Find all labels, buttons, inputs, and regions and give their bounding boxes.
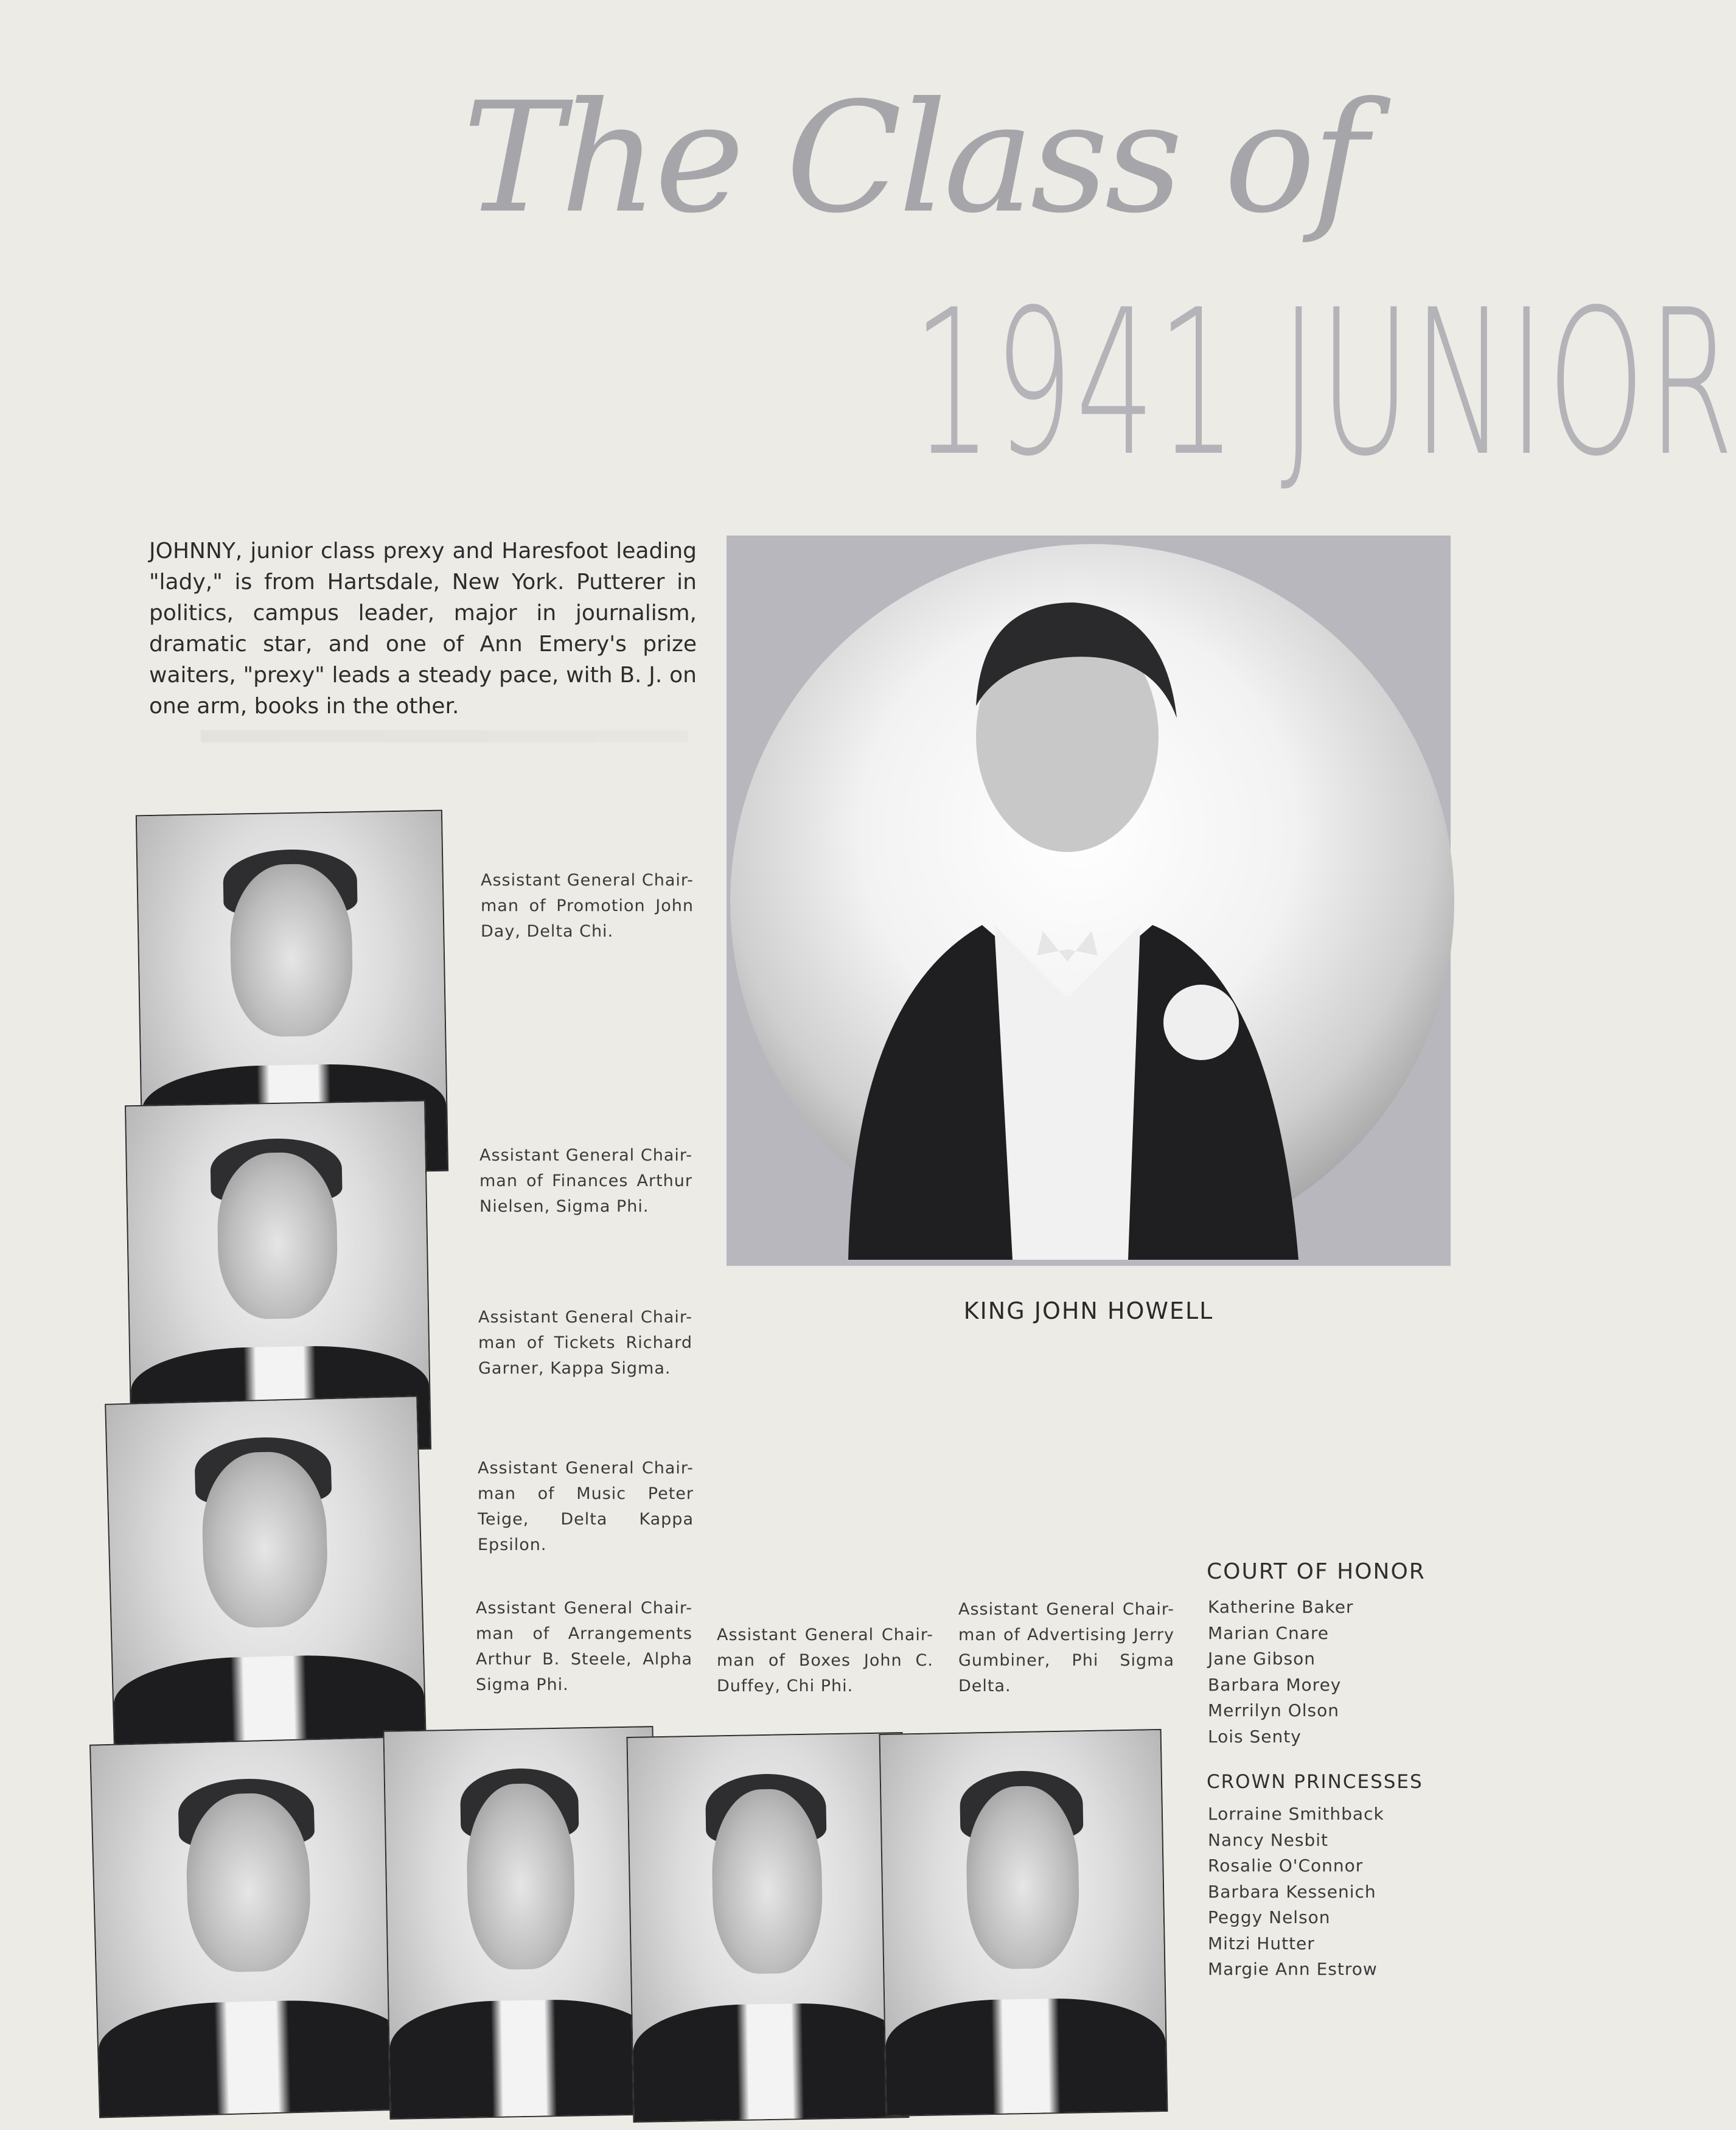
list-item: Nancy Nesbit [1208, 1829, 1329, 1850]
caption-boxes: Assistant General Chair-man of Boxes John C. Duffey, Chi Phi. [717, 1625, 933, 1695]
photo-jerry-gumbiner [879, 1729, 1168, 2117]
list-item: Katherine Baker [1208, 1597, 1354, 1617]
court-of-honor-heading: COURT OF HONOR [1207, 1559, 1426, 1584]
list-item: Mitzi Hutter [1208, 1933, 1315, 1954]
suit [97, 1997, 408, 2117]
list-item: Barbara Kessenich [1208, 1881, 1376, 1902]
caption-advertising: Assistant General Chair-man of Advertising Jerry Gumbiner, Phi Sigma Delta. [958, 1600, 1174, 1695]
intro-paragraph: JOHNNY, junior class prexy and Haresfoot leading "lady," is from Hartsdale, New York. Putterer in politics, campus leader, major in journalism, dramatic star, and one of Ann Emery's prize waiters, "prexy" leads a steady pace, with B. J. on one arm, books in the other. [149, 539, 697, 719]
photo-john-duffey [627, 1732, 910, 2123]
list-item: Margie Ann Estrow [1208, 1959, 1378, 1979]
list-item: Merrilyn Olson [1208, 1700, 1339, 1720]
caption-finances: Assistant General Chair-man of Finances Arthur Nielsen, Sigma Phi. [479, 1146, 692, 1216]
caption-arrangements: Assistant General Chair-man of Arrangements Arthur B. Steele, Alpha Sigma Phi. [476, 1599, 692, 1694]
face [216, 1151, 338, 1320]
photo-richard-garner [383, 1726, 660, 2120]
bleed-through-text [201, 730, 688, 742]
face [465, 1783, 576, 1970]
face [711, 1789, 823, 1974]
crown-princesses-list [1208, 1801, 1384, 1983]
list-item: Jane Gibson [1208, 1649, 1316, 1669]
title-script: The Class of [462, 69, 1365, 246]
list-item: Lois Senty [1208, 1726, 1302, 1747]
portrait-figure [727, 536, 1451, 1266]
suit [885, 1996, 1166, 2115]
face [200, 1450, 329, 1629]
list-item: Marian Cnare [1208, 1622, 1329, 1643]
list-item: Barbara Morey [1208, 1674, 1342, 1695]
list-item: Peggy Nelson [1208, 1907, 1331, 1927]
title-class-year: 1941 JUNIOR [913, 267, 1736, 500]
caption-tickets: Assistant General Chair-man of Tickets Richard Garner, Kappa Sigma. [478, 1308, 692, 1378]
king-caption: KING JOHN HOWELL [963, 1297, 1214, 1324]
caption-promotion: Assistant General Chair-man of Promotion John Day, Delta Chi. [481, 871, 694, 941]
photo-peter-teige [105, 1395, 427, 1771]
face [229, 863, 354, 1038]
face [184, 1792, 312, 1974]
photo-arthur-steele [89, 1736, 409, 2118]
crown-princesses-heading: CROWN PRINCESSES [1207, 1771, 1423, 1793]
list-item: Lorraine Smithback [1208, 1804, 1384, 1824]
court-of-honor-list [1208, 1594, 1353, 1750]
king-portrait [727, 536, 1451, 1266]
suit [389, 1998, 658, 2118]
face [965, 1785, 1080, 1969]
caption-music: Assistant General Chair-man of Music Peter Teige, Delta Kappa Epsilon. [478, 1459, 694, 1554]
list-item: Rosalie O'Connor [1208, 1856, 1364, 1876]
suit [632, 2002, 908, 2121]
